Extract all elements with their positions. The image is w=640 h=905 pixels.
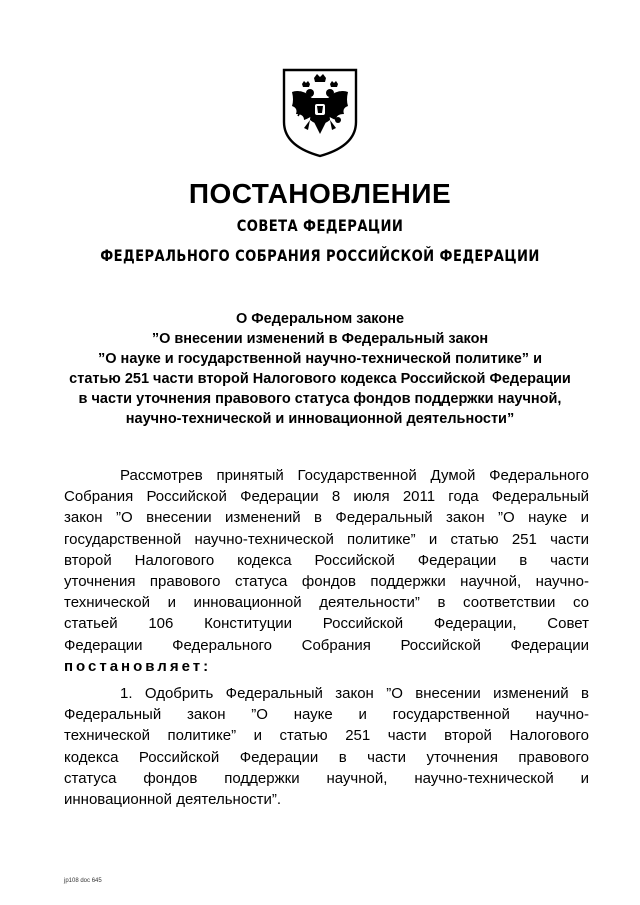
document-subtitle-line1: СОВЕТА ФЕДЕРАЦИИ [236,216,404,235]
resolves-word: постановляет: [64,657,212,675]
heading-line: ”О науке и государственной научно-технической политике” и [98,351,542,367]
heading-line: статью 251 части второй Налогового кодекса Российской Федерации [69,371,571,387]
heading-line: О Федеральном законе [235,311,405,327]
paragraph-line: статуса фондов поддержки научной, научно-технической и [64,769,589,787]
paragraph-line: технической и инновационной деятельности” в соответствии со [64,594,589,612]
paragraph-line: статьей 106 Конституции Российской Федерации, Совет [64,615,589,633]
paragraph-line: Собрания Российской Федерации 8 июля 2011 года Федеральный [64,488,589,506]
heading-line: ”О внесении изменений в Федеральный закон [151,331,489,347]
paragraph-line: кодекса Российской Федерации в части уточнения правового [64,748,589,766]
paragraph-line: Федерации Федерального Собрания Российской Федерации [64,636,589,654]
heading-line: в части уточнения правового статуса фондов поддержки научной, [78,391,562,407]
resolution-item-1 [64,683,589,810]
paragraph-line: инновационной деятельности”. [64,791,282,809]
preamble-paragraph [64,465,589,677]
paragraph-line: Рассмотрев принятый Государственной Думой Федерального [120,467,589,484]
paragraph-line: государственной научно-технической политике” и статью 251 части [64,530,589,548]
paragraph-line: технической политике” и статью 251 части второй Налогового [64,727,589,745]
heading-line: научно-технической и инновационной деятельности” [125,411,515,427]
paragraph-line: второй Налогового кодекса Российской Федерации в части [64,551,589,569]
coat-of-arms-icon [274,64,366,160]
paragraph-line: закон ”О внесении изменений в Федеральный закон ”О науке и [64,509,589,527]
paragraph-line: уточнения правового статуса фондов поддержки научной, научно- [64,573,589,591]
resolution-heading [40,309,600,429]
paragraph-line: 1. Одобрить Федеральный закон ”О внесении изменений в [120,685,589,702]
document-title: ПОСТАНОВЛЕНИЕ [188,178,452,209]
document-code: jp108 doc 645 [64,878,102,884]
paragraph-line: Федеральный закон ”О науке и государственной научно- [64,706,589,724]
document-subtitle-line2: ФЕДЕРАЛЬНОГО СОБРАНИЯ РОССИЙСКОЙ ФЕДЕРАЦИИ [100,246,540,265]
